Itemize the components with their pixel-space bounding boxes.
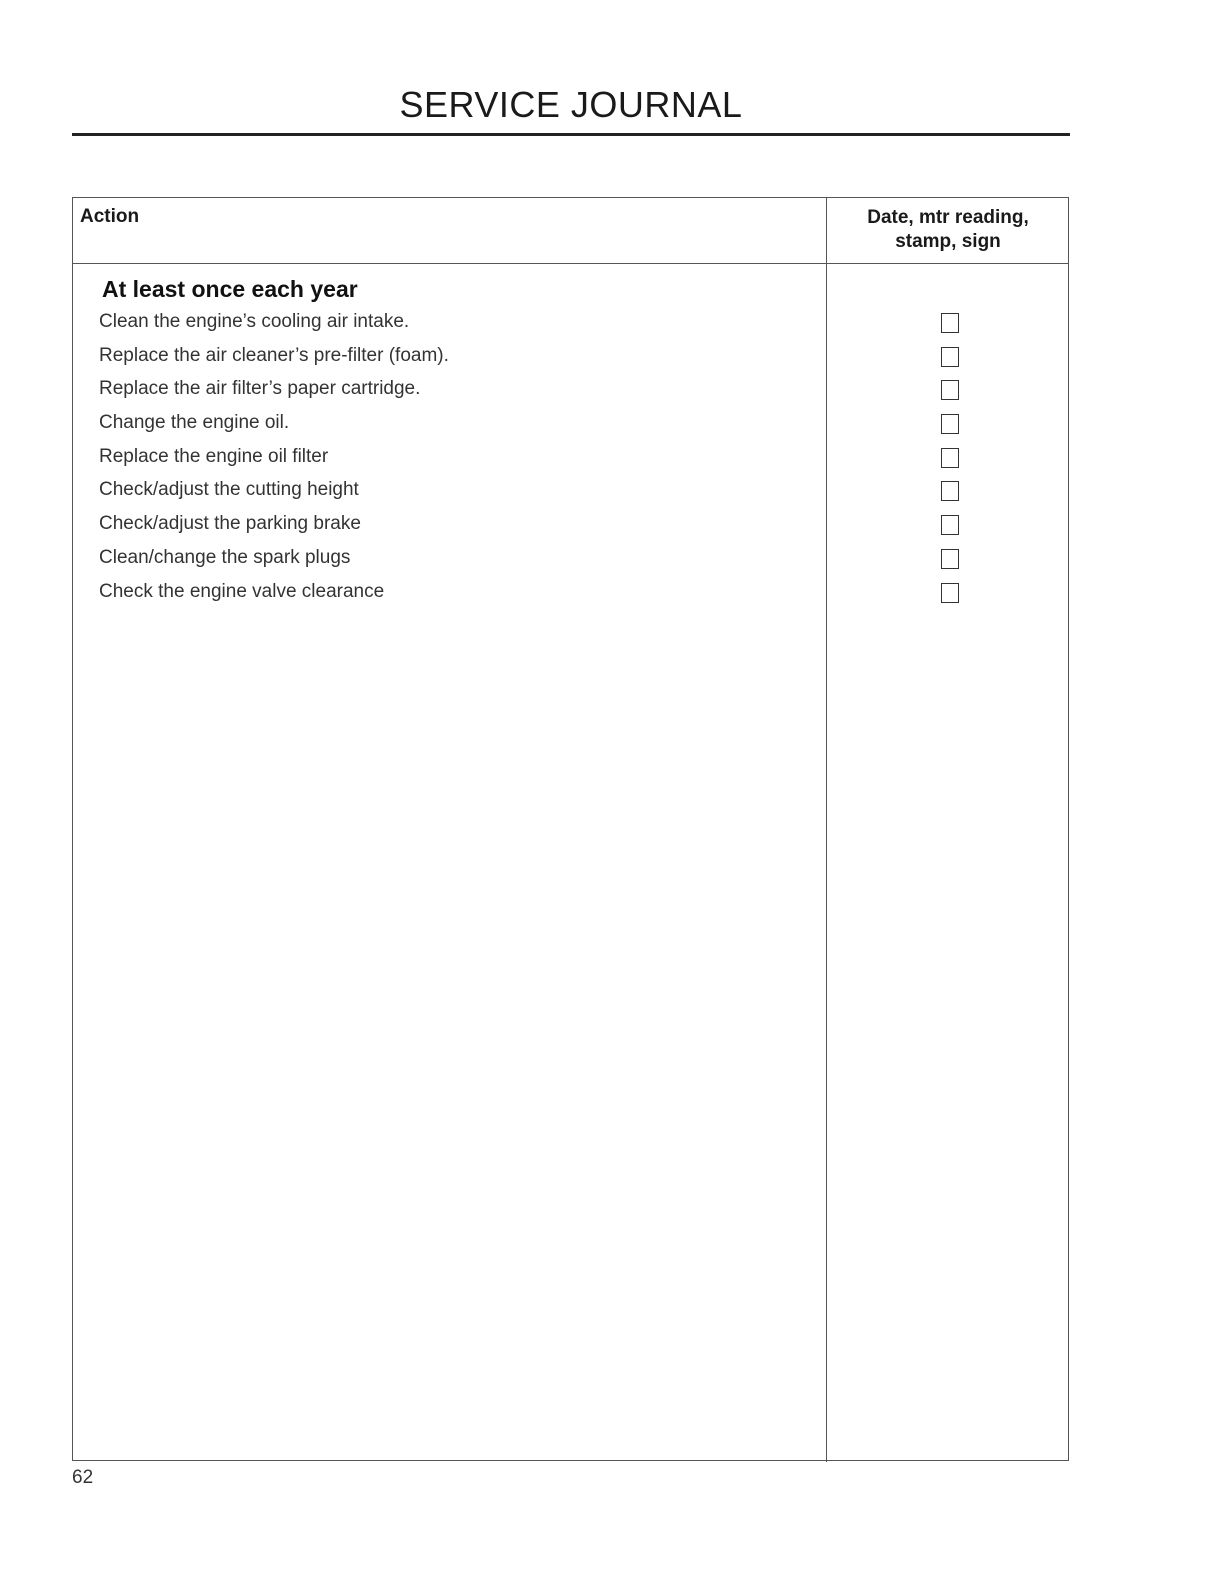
task-item: Replace the air filter’s paper cartridge.: [99, 378, 421, 400]
task-checkbox[interactable]: [941, 515, 959, 535]
task-checkbox[interactable]: [941, 481, 959, 501]
task-item: Check the engine valve clearance: [99, 580, 385, 602]
task-item: Replace the air cleaner’s pre-filter (foam).: [99, 344, 449, 366]
date-column-header: [827, 206, 1069, 254]
task-item: Clean/change the spark plugs: [99, 546, 351, 568]
task-checkbox[interactable]: [941, 448, 959, 468]
date-column-header-line1: Date, mtr reading,: [867, 207, 1029, 228]
task-item: Replace the engine oil filter: [99, 445, 329, 467]
task-checkbox[interactable]: [941, 414, 959, 434]
task-item: Clean the engine’s cooling air intake.: [99, 311, 410, 332]
checkbox-list: [941, 313, 959, 616]
title-rule: [72, 133, 1070, 136]
section-heading: At least once each year: [102, 276, 358, 302]
task-checkbox[interactable]: [941, 347, 959, 367]
service-journal-table: [72, 197, 1069, 1461]
action-column-header: Action: [80, 206, 140, 227]
task-item: Check/adjust the parking brake: [99, 513, 361, 535]
task-list: [99, 305, 449, 608]
task-checkbox[interactable]: [941, 380, 959, 400]
date-column-header-line2: stamp, sign: [895, 231, 1001, 252]
task-checkbox[interactable]: [941, 583, 959, 603]
task-checkbox[interactable]: [941, 313, 959, 333]
column-divider: [826, 198, 827, 1462]
page-title: SERVICE JOURNAL: [399, 84, 743, 125]
header-rule: [73, 263, 1068, 264]
page-number: 62: [72, 1467, 94, 1488]
task-checkbox[interactable]: [941, 549, 959, 569]
task-item: Change the engine oil.: [99, 412, 290, 434]
task-item: Check/adjust the cutting height: [99, 479, 359, 501]
